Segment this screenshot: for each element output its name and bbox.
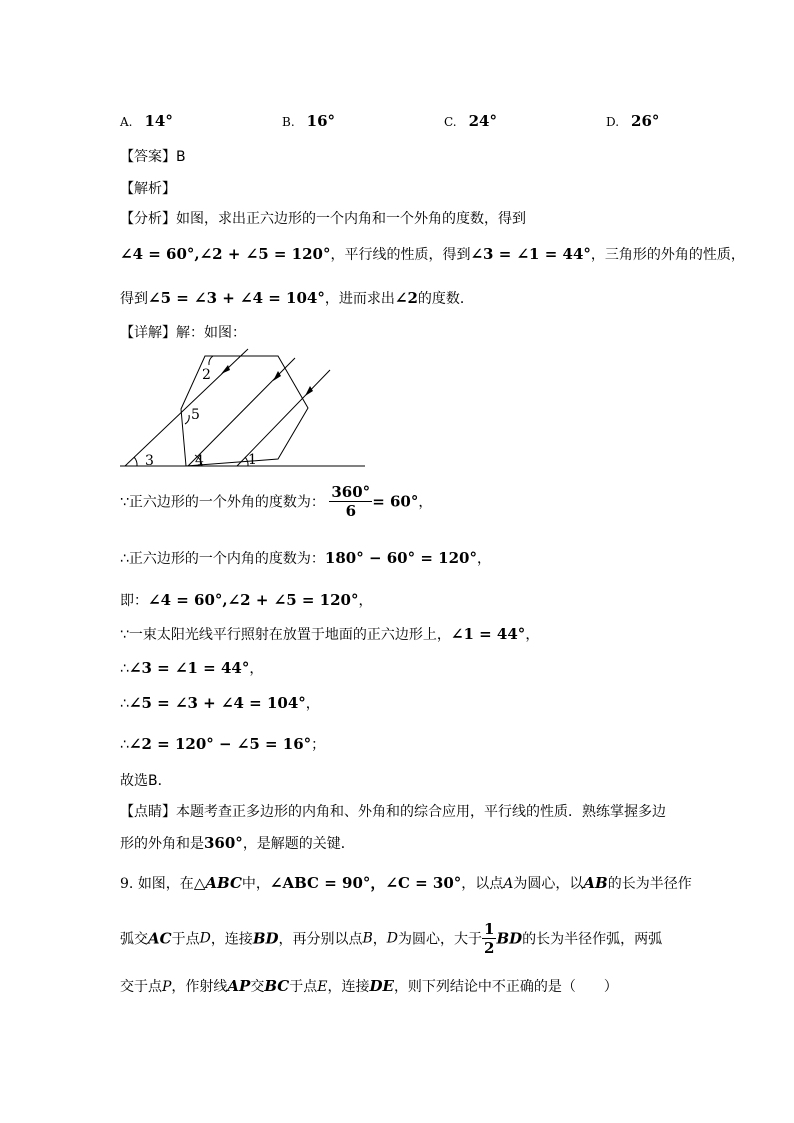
text: ∵正六边形的一个外角的度数为： — [120, 494, 325, 511]
arrowhead-1 — [221, 365, 230, 374]
text: ，作射线 — [171, 979, 228, 995]
text: 于点 — [171, 931, 200, 948]
text: ∴正六边形的一个内角的度数为： — [120, 551, 325, 567]
text: 得到 — [120, 291, 148, 307]
math: ∠4 = 60°,∠2 + ∠5 = 120° — [120, 245, 331, 263]
math: AP — [227, 977, 251, 995]
text: ，进而求出 — [324, 291, 395, 307]
text: ，则下列结论中不正确的是（ ） — [393, 979, 618, 995]
option-letter: C. — [444, 115, 457, 129]
text: ； — [311, 737, 326, 753]
text: ，平行线的性质，得到 — [330, 247, 471, 263]
math: ∠3 = ∠1 = 44° — [128, 659, 250, 677]
analysis-heading: 【解析】 — [120, 181, 176, 197]
math: BD — [496, 929, 523, 948]
step-3 — [120, 590, 372, 610]
step-7 — [120, 734, 325, 754]
math: BC — [264, 977, 290, 995]
option-d — [606, 112, 659, 130]
denominator: 2 — [484, 939, 495, 957]
text: ， — [305, 696, 320, 712]
step-5 — [120, 658, 263, 678]
text: ∵一束太阳光线平行照射在放置于地面的正六边形上， — [120, 627, 451, 643]
math: ∠4 = 60°,∠2 + ∠5 = 120° — [148, 591, 359, 609]
arrowhead-3 — [305, 386, 313, 396]
option-value: 24° — [468, 112, 497, 130]
arrowhead-2 — [273, 371, 281, 381]
point-d: D — [386, 930, 399, 947]
denominator: 6 — [345, 502, 356, 520]
text: 的长为半径作弧，两弧 — [522, 931, 663, 948]
dianjing-line-1: 【点睛】本题考查正多边形的内角和、外角和的综合应用，平行线的性质．熟练掌握多边 — [120, 804, 666, 820]
text: ， — [476, 551, 491, 567]
text: ∴ — [120, 661, 129, 677]
point-e: E — [317, 979, 328, 995]
option-value: 14° — [144, 112, 173, 130]
text: ，是解题的关键． — [242, 836, 355, 852]
angle-label-4: 4 — [195, 453, 204, 469]
text: ，三角形的外角的性质， — [590, 247, 745, 263]
sun-ray-1 — [125, 349, 248, 466]
math: ∠3 = ∠1 = 44° — [470, 245, 591, 263]
point-b: B — [362, 930, 373, 947]
fenxi-line-3 — [120, 288, 474, 308]
step-4 — [120, 624, 539, 644]
text: ， — [249, 661, 264, 677]
angle-arc-5 — [185, 415, 189, 424]
math: AB — [583, 874, 608, 892]
math: 180° − 60° = 120° — [324, 549, 477, 567]
half-fraction — [482, 920, 496, 957]
text: 为圆心，以 — [513, 876, 584, 892]
text: ， — [358, 593, 373, 609]
math: ∠5 = ∠3 + ∠4 = 104° — [148, 289, 325, 307]
q9-line-2 — [120, 920, 662, 957]
text: 于点 — [289, 979, 318, 995]
step-2 — [120, 548, 491, 568]
text: 即： — [120, 593, 148, 609]
hexagon-figure — [115, 346, 375, 476]
text: 交于点 — [120, 979, 162, 995]
text: ，再分别以点 — [278, 931, 363, 948]
angle-arc-2 — [209, 356, 213, 365]
option-c — [444, 112, 497, 130]
option-b — [282, 112, 335, 130]
option-value: 16° — [306, 112, 336, 130]
text: 为圆心，大于 — [398, 931, 483, 948]
math: ∠2 = 120° − ∠5 = 16° — [128, 735, 312, 753]
fraction — [329, 483, 372, 520]
point-a: A — [503, 876, 514, 892]
math: ∠5 = ∠3 + ∠4 = 104° — [128, 694, 306, 712]
text: 如图，在 — [137, 876, 194, 892]
text: 中， — [241, 876, 270, 892]
q9-line-1 — [120, 872, 692, 893]
math: DE — [369, 977, 394, 995]
q9-line-3 — [120, 976, 618, 996]
step-1 — [120, 483, 432, 520]
angle-arc-3 — [134, 457, 137, 466]
math: ∠2 — [394, 289, 418, 307]
text: ，连接 — [327, 979, 370, 995]
fenxi-line-2 — [120, 244, 745, 264]
xiangjie: 【详解】解：如图： — [120, 325, 246, 341]
text: 形的外角和是 — [120, 836, 204, 852]
text: ， — [418, 494, 433, 511]
angle-label-2: 2 — [202, 367, 211, 383]
angle-label-5: 5 — [191, 407, 200, 423]
hexagon — [181, 356, 308, 466]
text: ∴ — [120, 696, 129, 712]
text: 的长为半径作 — [607, 876, 692, 892]
numerator: 1 — [484, 920, 495, 938]
option-value: 26° — [631, 112, 660, 130]
option-letter: A. — [120, 115, 133, 129]
text: ， — [525, 627, 540, 643]
option-letter: B. — [282, 115, 295, 129]
math: AC — [148, 929, 172, 948]
math: 360° — [204, 834, 243, 852]
text: 交 — [250, 979, 265, 995]
option-letter: D. — [606, 115, 620, 129]
text: 的度数． — [417, 291, 474, 307]
answer: 【答案】B — [120, 149, 186, 165]
numerator: 360° — [331, 483, 371, 501]
question-number: 9. — [120, 876, 134, 892]
math: ∠1 = 44° — [450, 625, 526, 643]
angle-label-3: 3 — [145, 453, 154, 469]
fenxi-line-1: 【分析】如图，求出正六边形的一个内角和一个外角的度数，得到 — [120, 211, 526, 227]
math: = 60° — [372, 492, 419, 511]
angle-label-1: 1 — [248, 452, 257, 468]
option-a — [120, 112, 173, 130]
text: ， — [372, 931, 387, 948]
text: ，连接 — [210, 931, 253, 948]
math: ∠ABC = 90°，∠C = 30° — [269, 874, 462, 892]
step-6 — [120, 693, 320, 713]
text: ，以点 — [461, 876, 504, 892]
math: △ABC — [193, 874, 242, 892]
text: ∴ — [120, 737, 129, 753]
text: 弧交 — [120, 931, 148, 948]
choose: 故选B． — [120, 773, 172, 789]
dianjing-line-2 — [120, 833, 355, 853]
point-p: P — [162, 979, 172, 995]
math: BD — [252, 929, 279, 948]
point-d: D — [199, 930, 211, 947]
